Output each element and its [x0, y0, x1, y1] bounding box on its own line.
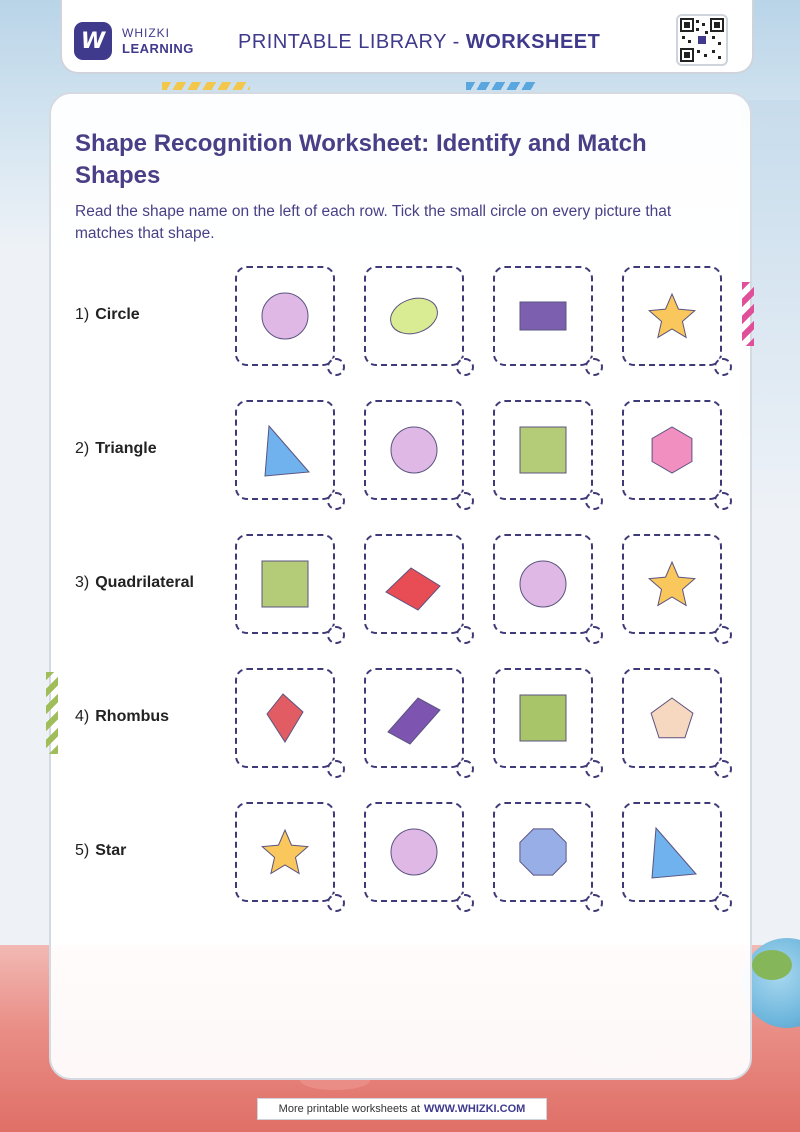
row-label [75, 842, 126, 860]
shape-card [364, 400, 464, 500]
tick-circle[interactable] [327, 492, 345, 510]
qr-code-pattern-icon [678, 16, 726, 64]
tick-circle[interactable] [456, 626, 474, 644]
whizki-logo[interactable]: W [74, 22, 112, 60]
shape-card [622, 400, 722, 500]
square-shape-icon [237, 536, 333, 632]
row-number: 3) [75, 574, 90, 591]
quadrilateral-shape-icon [366, 536, 462, 632]
footer-text: More printable worksheets at [278, 1103, 420, 1115]
circle-shape-icon [366, 804, 462, 900]
tick-circle[interactable] [714, 492, 732, 510]
tick-circle[interactable] [585, 626, 603, 644]
pentagon-shape-icon [624, 670, 720, 766]
tick-circle[interactable] [714, 760, 732, 778]
header-title-prefix: PRINTABLE LIBRARY - [238, 31, 466, 53]
tick-circle[interactable] [585, 760, 603, 778]
shape-card [235, 400, 335, 500]
circle-shape-icon [366, 402, 462, 498]
hexagon-shape-icon [624, 402, 720, 498]
tick-circle[interactable] [585, 358, 603, 376]
star-shape-icon [624, 536, 720, 632]
logo-text [122, 25, 194, 57]
tick-circle[interactable] [585, 894, 603, 912]
tick-circle[interactable] [456, 492, 474, 510]
shape-card [622, 534, 722, 634]
shape-card [364, 534, 464, 634]
row-number: 2) [75, 440, 90, 457]
header-title-bold: WORKSHEET [465, 31, 601, 53]
row-number: 1) [75, 306, 90, 323]
tick-circle[interactable] [327, 358, 345, 376]
footer-link[interactable]: WWW.WHIZKI.COM [423, 1103, 526, 1115]
tick-circle[interactable] [585, 492, 603, 510]
qr-code [676, 14, 728, 66]
green-stripes-decoration [46, 672, 58, 754]
shape-card [235, 668, 335, 768]
header-title [238, 31, 600, 54]
shape-card [493, 400, 593, 500]
ellipse-shape-icon [366, 268, 462, 364]
pink-stripes-decoration [742, 282, 754, 346]
tick-circle[interactable] [327, 626, 345, 644]
shape-card [493, 266, 593, 366]
shape-card [622, 668, 722, 768]
tick-circle[interactable] [456, 358, 474, 376]
row-shape-name: Circle [95, 306, 140, 323]
logo-line-learning: LEARNING [122, 41, 194, 56]
shape-card [235, 534, 335, 634]
tick-circle[interactable] [456, 760, 474, 778]
triangle-shape-icon [237, 402, 333, 498]
rectangle-shape-icon [495, 268, 591, 364]
blue-stripes-decoration [466, 82, 536, 90]
shape-card [493, 668, 593, 768]
octagon-shape-icon [495, 804, 591, 900]
circle-shape-icon [237, 268, 333, 364]
row-shape-name: Star [95, 842, 127, 859]
logo-line-whizki: WHIZKI [122, 26, 170, 40]
triangle-shape-icon [624, 804, 720, 900]
shape-card [364, 802, 464, 902]
row-shape-name: Quadrilateral [95, 574, 194, 591]
row-shape-name: Triangle [95, 440, 157, 457]
square-shape-icon [495, 670, 591, 766]
row-label [75, 574, 194, 592]
shape-card [622, 266, 722, 366]
row-shape-name: Rhombus [95, 708, 170, 725]
tick-circle[interactable] [456, 894, 474, 912]
tick-circle[interactable] [714, 894, 732, 912]
circle-shape-icon [495, 536, 591, 632]
row-label [75, 708, 169, 726]
shape-card [622, 802, 722, 902]
row-number: 5) [75, 842, 90, 859]
row-number: 4) [75, 708, 90, 725]
yellow-stripes-decoration [162, 82, 250, 90]
row-label [75, 440, 157, 458]
shape-card [493, 534, 593, 634]
rhombus-shape-icon [366, 670, 462, 766]
row-label [75, 306, 140, 324]
shape-card [493, 802, 593, 902]
worksheet-instructions: Read the shape name on the left of each row. Tick the small circle on every picture that matches that shape. [75, 203, 672, 242]
kite-shape-icon [237, 670, 333, 766]
tick-circle[interactable] [714, 626, 732, 644]
shape-card [364, 266, 464, 366]
worksheet-title: Shape Recognition Worksheet: Identify and Match Shapes [75, 130, 647, 189]
star-shape-icon [237, 804, 333, 900]
tick-circle[interactable] [327, 760, 345, 778]
tick-circle[interactable] [714, 358, 732, 376]
shape-card [235, 266, 335, 366]
star-shape-icon [624, 268, 720, 364]
shape-card [364, 668, 464, 768]
tick-circle[interactable] [327, 894, 345, 912]
shape-card [235, 802, 335, 902]
planet-land-decoration [752, 950, 792, 980]
square-shape-icon [495, 402, 591, 498]
footer-bar [257, 1098, 547, 1120]
